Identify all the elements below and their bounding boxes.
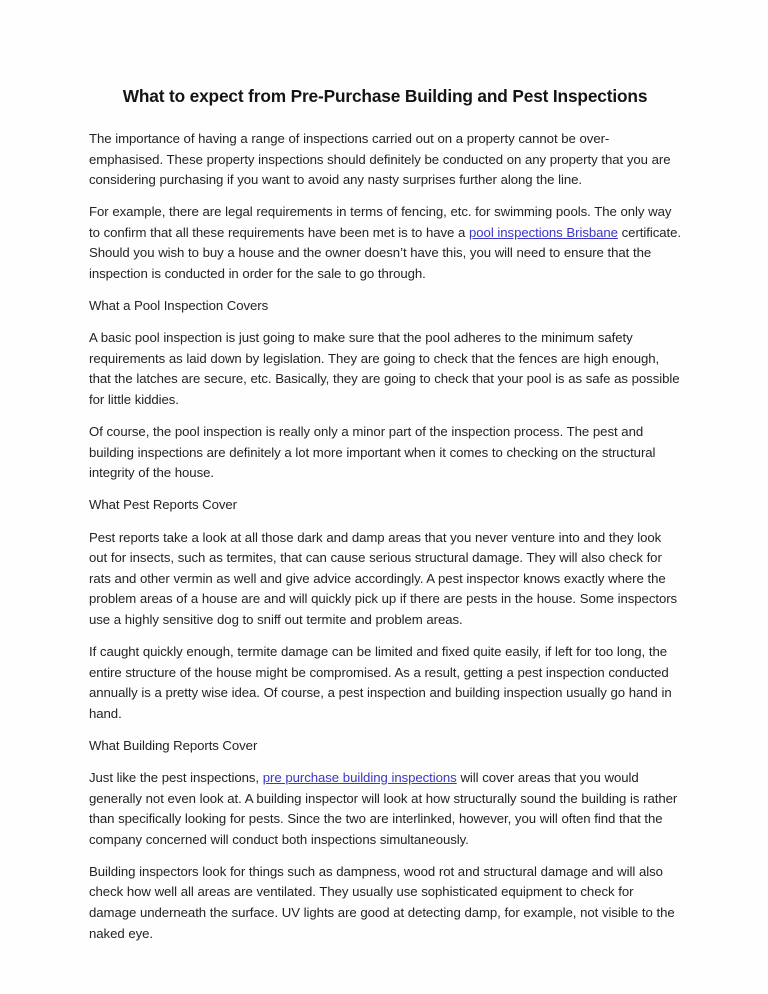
document-content	[89, 129, 681, 944]
heading-pool-inspection: What a Pool Inspection Covers	[89, 298, 269, 314]
paragraph-text-after-link: certificate. Should you wish to buy a house and the owner doesn’t have this, you will need to ensure that the inspection is conducted in order for the sale to go through.	[89, 224, 681, 282]
paragraph-pest-reports: Pest reports take a look at all those dark and damp areas that you never venture into and they look out for insects, such as termites, that can cause serious structural damage. They will also check for rats and other vermin as well and give advice accordingly. A pest inspector knows exactly where the problem areas of a house are and will quickly pick up if there are pests in the house. Some inspectors use a highly sensitive dog to sniff out termite and problem areas.	[89, 529, 678, 627]
paragraph-building-inspectors: Building inspectors look for things such as dampness, wood rot and structural damage and will also check how well all areas are ventilated. They usually use sophisticated equipment to check for damage underneath the surface. UV lights are good at detecting damp, for example, not visible to the naked eye.	[89, 863, 675, 941]
inline-link[interactable]: pool inspections Brisbane	[469, 224, 618, 240]
document-body	[89, 85, 681, 956]
paragraph-text-before-link: Just like the pest inspections,	[89, 769, 263, 785]
inline-link[interactable]: pre purchase building inspections	[262, 769, 457, 785]
paragraph-text-after-link: will cover areas that you would generally not even look at. A building inspector will look at how structurally sound the building is rather than specifically looking for pests. Since the two are interlinked, however, you will often find that the company concerned will conduct both inspections simultaneously.	[89, 769, 678, 847]
paragraph-importance: The importance of having a range of inspections carried out on a property cannot be over-emphasised. These property inspections should definitely be conducted on any property that you are considering purchasing if you want to avoid any nasty surprises further along the line.	[89, 131, 671, 188]
paragraph-text-before-link: For example, there are legal requirements in terms of fencing, etc. for swimming pools. The only way to confirm that all these requirements have been met is to have a	[89, 204, 672, 240]
paragraph-termite-damage: If caught quickly enough, termite damage can be limited and fixed quite easily, if left for too long, the entire structure of the house might be compromised. As a result, getting a pest inspection conducted annually is a pretty wise idea. Of course, a pest inspection and building inspection usually go hand in hand.	[89, 643, 672, 721]
page-title: What to expect from Pre-Purchase Building and Pest Inspections	[122, 86, 648, 106]
paragraph-legal-requirements	[89, 202, 681, 284]
paragraph-building-inspections	[89, 768, 681, 850]
heading-building-reports: What Building Reports Cover	[89, 737, 258, 753]
paragraph-basic-pool-inspection: A basic pool inspection is just going to make sure that the pool adheres to the minimum safety requirements as laid down by legislation. They are going to check that the fences are high enough, that the latches are secure, etc. Basically, they are going to check that your pool is as safe as possible for little kiddies.	[89, 330, 680, 408]
heading-pest-reports: What Pest Reports Cover	[89, 497, 237, 513]
paragraph-minor-part: Of course, the pool inspection is really only a minor part of the inspection process. The pest and building inspections are definitely a lot more important when it comes to checking on the structural integrity of the house.	[89, 424, 656, 481]
